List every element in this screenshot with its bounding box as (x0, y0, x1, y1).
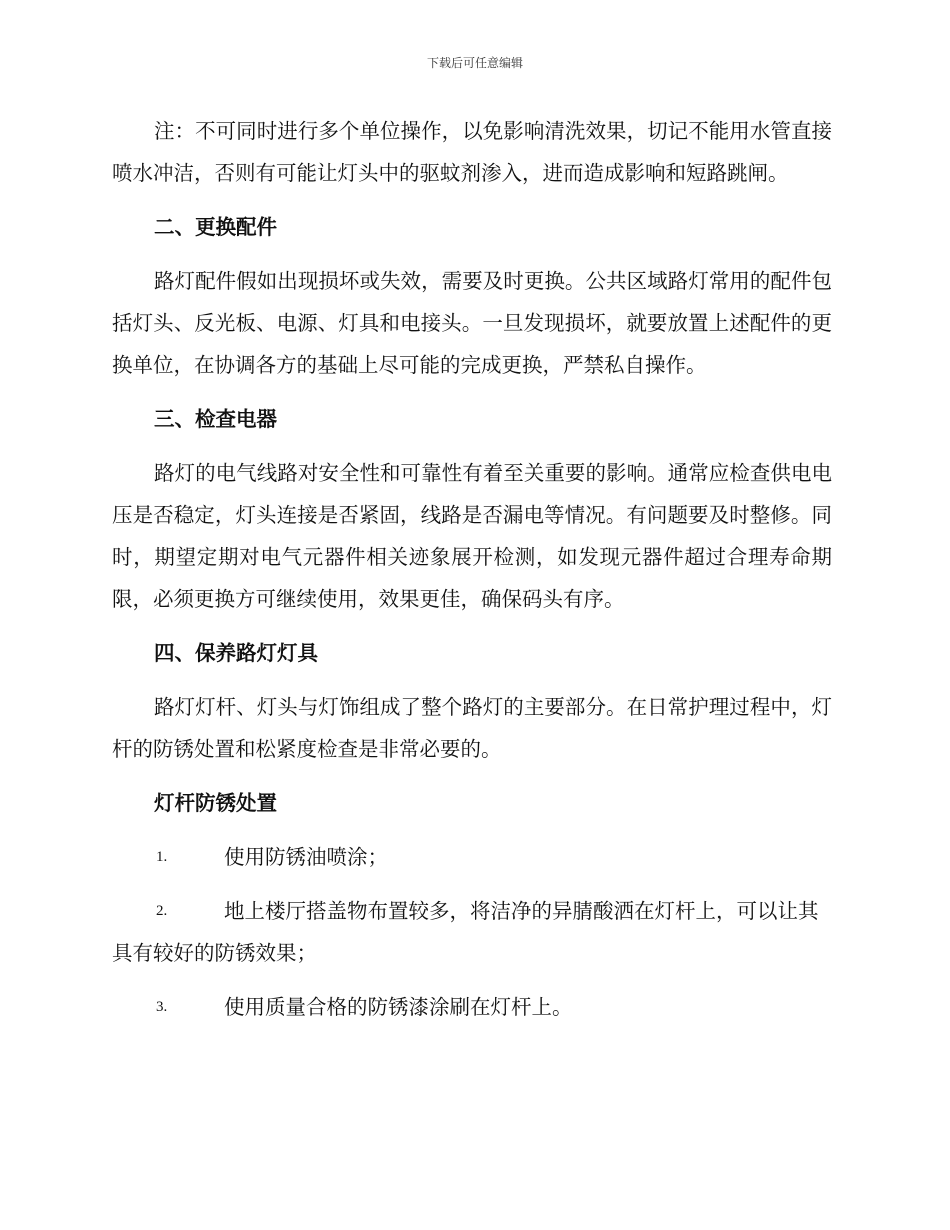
page-header: 下载后可任意编辑 (426, 56, 523, 70)
section-heading-maintain-fixtures: 四、保养路灯灯具 (154, 641, 318, 665)
list-item-text: 使用防锈油喷涂； (224, 845, 388, 869)
subheading-rust-prevention: 灯杆防锈处置 (154, 791, 277, 815)
list-item-text: 使用质量合格的防锈漆涂刷在灯杆上。 (224, 995, 573, 1019)
list-item (112, 890, 832, 974)
list-item-text: 地上楼厅搭盖物布置较多，将洁净的异腈酸洒在灯杆上，可以让其具有较好的防锈效果； (112, 899, 819, 965)
replace-parts-paragraph: 路灯配件假如出现损坏或失效，需要及时更换。公共区域路灯常用的配件包括灯头、反光板、电源、灯具和电接头。一旦发现损坏，就要放置上述配件的更换单位，在协调各方的基础上尽可能的完成更换，严禁私自操作。 (112, 269, 832, 377)
document-body (112, 110, 832, 1040)
note-paragraph: 注：不可同时进行多个单位操作，以免影响清洗效果，切记不能用水管直接喷水冲洁，否则有可能让灯头中的驱蚊剂渗入，进而造成影响和短路跳闸。 (112, 119, 832, 185)
maintain-fixtures-paragraph: 路灯灯杆、灯头与灯饰组成了整个路灯的主要部分。在日常护理过程中，灯杆的防锈处置和松紧度检查是非常必要的。 (112, 695, 832, 761)
list-item-number: 1. (156, 849, 168, 865)
list-item-number: 2. (156, 903, 168, 919)
section-heading-check-electrical: 三、检查电器 (154, 407, 277, 431)
check-electrical-paragraph: 路灯的电气线路对安全性和可靠性有着至关重要的影响。通常应检查供电电压是否稳定，灯头连接是否紧固，线路是否漏电等情况。有问题要及时整修。同时，期望定期对电气元器件相关迹象展开检测，如发现元器件超过合理寿命期限，必须更换方可继续使用，效果更佳，确保码头有序。 (112, 461, 832, 611)
section-heading-replace-parts: 二、更换配件 (154, 215, 277, 239)
list-item-number: 3. (156, 999, 168, 1015)
list-item (112, 986, 832, 1028)
list-item (112, 836, 832, 878)
